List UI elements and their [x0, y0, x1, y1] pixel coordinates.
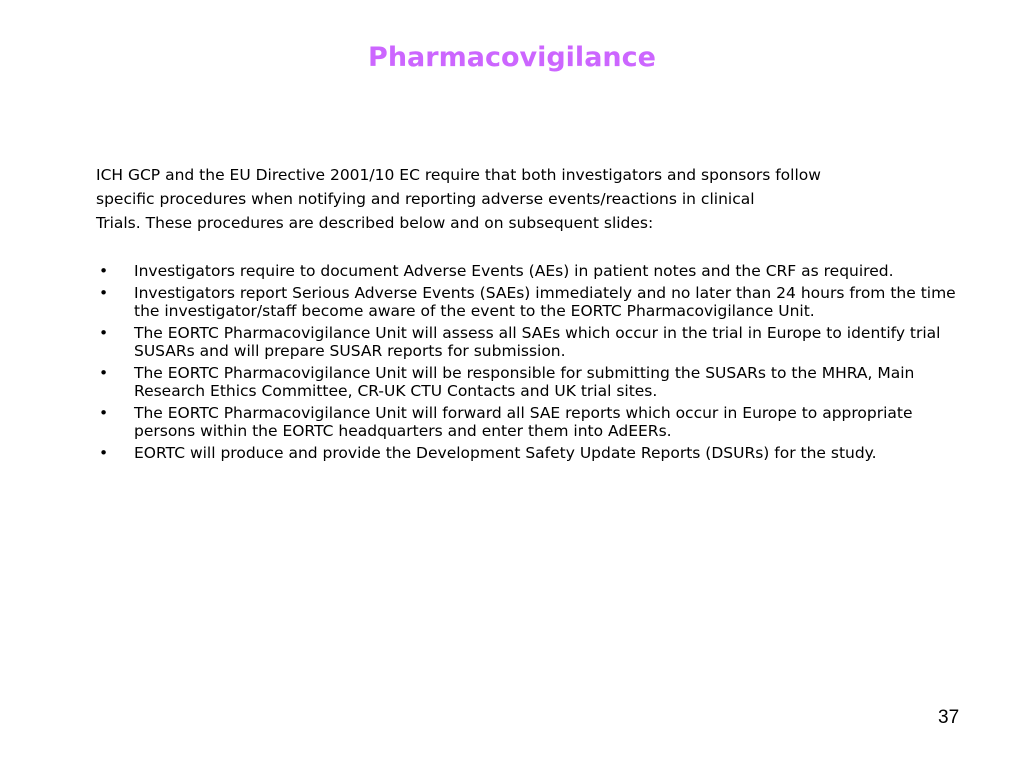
bullet-text: The EORTC Pharmacovigilance Unit will be responsible for submitting the SUSARs to the MHRA, Main Research Ethics Committee, CR-UK CTU Contacts and UK trial sites.: [134, 364, 915, 400]
intro-line: ICH GCP and the EU Directive 2001/10 EC require that both investigators and sponsors follow: [96, 166, 821, 184]
intro-line: specific procedures when notifying and reporting adverse events/reactions in clinical: [96, 190, 755, 208]
bullet-item: [96, 324, 966, 360]
bullet-dot-icon: •: [99, 262, 109, 280]
bullet-item: [96, 444, 966, 462]
bullet-dot-icon: •: [99, 404, 109, 422]
bullet-dot-icon: •: [99, 444, 109, 462]
bullet-text: Investigators report Serious Adverse Events (SAEs) immediately and no later than 24 hours from the time the investigator/staff become aware of the event to the EORTC Pharmacovigilance Unit.: [134, 284, 956, 320]
page-number: 37: [938, 707, 960, 728]
bullet-text: The EORTC Pharmacovigilance Unit will assess all SAEs which occur in the trial in Europe to identify trial SUSARs and will prepare SUSAR reports for submission.: [134, 324, 941, 360]
bullet-item: [96, 262, 966, 280]
bullet-item: [96, 284, 966, 320]
intro-paragraph: [96, 163, 966, 235]
bullet-dot-icon: •: [99, 284, 109, 302]
bullet-text: EORTC will produce and provide the Development Safety Update Reports (DSURs) for the study.: [134, 444, 877, 462]
bullet-list: [96, 262, 966, 466]
bullet-item: [96, 364, 966, 400]
bullet-dot-icon: •: [99, 364, 109, 382]
slide-title: Pharmacovigilance: [368, 42, 656, 73]
bullet-text: Investigators require to document Adverse Events (AEs) in patient notes and the CRF as required.: [134, 262, 894, 280]
bullet-dot-icon: •: [99, 324, 109, 342]
bullet-item: [96, 404, 966, 440]
intro-line: Trials. These procedures are described below and on subsequent slides:: [96, 214, 654, 232]
bullet-text: The EORTC Pharmacovigilance Unit will forward all SAE reports which occur in Europe to appropriate persons within the EORTC headquarters and enter them into AdEERs.: [134, 404, 913, 440]
